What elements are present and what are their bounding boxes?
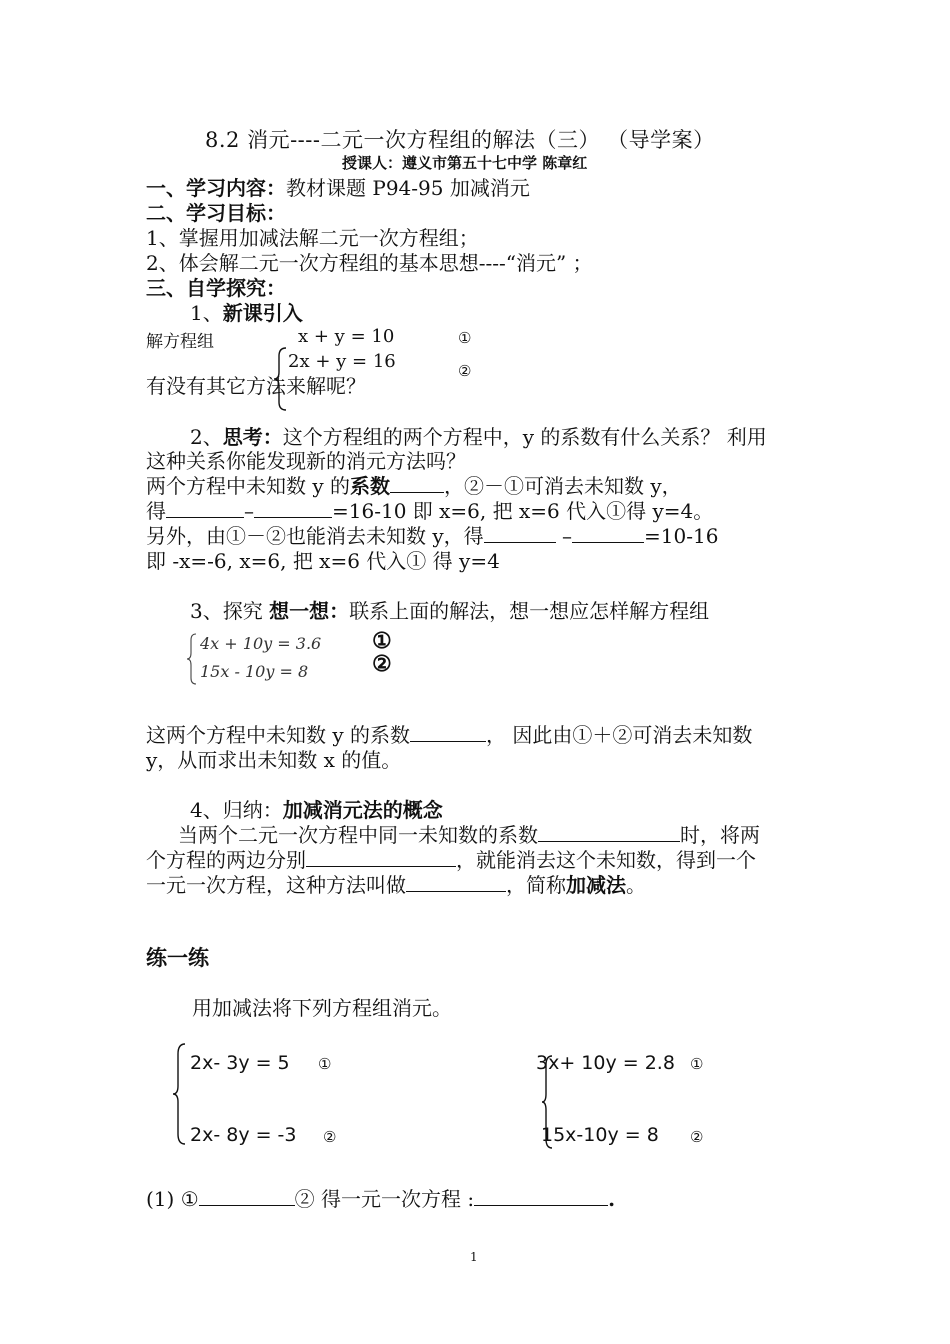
think-line-4 [146, 499, 713, 523]
system-1-eq1: x + y = 10 [298, 326, 395, 347]
think-line-5-a: 另外，由①－②也能消去未知数 y，得 [146, 524, 484, 548]
explore-mark-2: ② [372, 651, 392, 677]
blank-operator[interactable] [199, 1187, 295, 1206]
explore-num: 3、探究 [190, 599, 270, 623]
goal-2: 2、体会解二元一次方程组的基本思想----“消元” ； [146, 251, 593, 275]
summary-heading [190, 798, 443, 822]
think-line-3-a: 两个方程中未知数 y 的 [146, 474, 351, 498]
think-line-4-c: =16-10 即 x=6, 把 x=6 代入①得 y=4。 [332, 499, 714, 523]
think-line-4-b: – [244, 499, 254, 523]
summary-line-1 [178, 823, 760, 847]
summary-short-name: 加减法 [566, 873, 626, 897]
left-brace-icon [186, 632, 198, 686]
question-1-c: . [608, 1187, 616, 1211]
ask-line: 有没有其它方法来解呢？ [146, 374, 366, 398]
byline: 授课人：遵义市第五十七中学 陈章红 [342, 154, 588, 172]
question-1 [146, 1183, 615, 1212]
intro-heading [190, 301, 303, 325]
think-line-5 [146, 524, 718, 548]
system-1-mark-1: ① [458, 329, 472, 347]
blank-eq-a[interactable] [166, 499, 244, 518]
blank-method-name[interactable] [406, 873, 506, 892]
think-line-2: 这种关系你能发现新的消元方法吗？ [146, 449, 466, 473]
explore-result-line-1 [146, 723, 752, 747]
system-a-eq-1: 2x- 3y = 5 [190, 1052, 290, 1074]
explore-line [190, 599, 709, 623]
section-1 [146, 176, 530, 200]
system-1-mark-2: ② [458, 362, 472, 380]
page-title: 8.2 消元----二元一次方程组的解法（三） （导学案） [205, 128, 715, 152]
system-b-mark-1: ① [690, 1055, 704, 1073]
section-2-label: 二、学习目标： [146, 201, 286, 225]
section-1-label: 一、学习内容： [146, 176, 286, 200]
system-a-eq-2: 2x- 8y = -3 [190, 1124, 297, 1146]
think-line-6: 即 -x=-6, x=6, 把 x=6 代入① 得 y=4 [146, 549, 500, 573]
system-b-eq-1: 3x+ 10y = 2.8 [536, 1052, 675, 1074]
system-b-mark-2: ② [690, 1128, 704, 1146]
explore-eq-1: 4x + 10y = 3.6 [200, 634, 322, 653]
system-a-mark-1: ① [318, 1055, 332, 1073]
intro-num: 1、 [190, 301, 223, 325]
section-1-text: 教材课题 P94-95 加减消元 [286, 176, 530, 200]
blank-eq-b[interactable] [254, 499, 332, 518]
think-line-5-b: – [555, 524, 573, 548]
page-number: 1 [470, 1250, 478, 1264]
summary-line-3-a: 一元一次方程，这种方法叫做 [146, 873, 406, 897]
summary-line-3-b: ，简称 [506, 873, 566, 897]
goal-1: 1、掌握用加减法解二元一次方程组； [146, 226, 479, 250]
system-b-eq-2: 15x-10y = 8 [541, 1124, 659, 1146]
think-line-1 [190, 425, 767, 449]
section-3-label: 三、自学探究： [146, 276, 286, 300]
think-line-4-a: 得 [146, 499, 166, 523]
explore-line-1-b: ， 因此由①＋②可消去未知数 [486, 723, 753, 747]
summary-line-3 [146, 873, 646, 897]
question-1-b: ② 得一元一次方程 : [294, 1187, 475, 1211]
blank-coefficient-condition[interactable] [538, 823, 680, 842]
explore-result-line-2: y，从而求出未知数 x 的值。 [146, 748, 402, 772]
blank-coefficient-relation-2[interactable] [410, 723, 486, 742]
blank-eq-c[interactable] [484, 524, 556, 543]
left-brace-icon [171, 1042, 187, 1146]
summary-line-3-d: 。 [626, 873, 646, 897]
summary-line-2 [146, 848, 756, 872]
summary-line-2-b: ，就能消去这个未知数，得到一个 [456, 848, 756, 872]
practice-instruction: 用加减法将下列方程组消元。 [192, 996, 452, 1020]
explore-label: 想一想： [269, 599, 350, 623]
summary-num: 4、归纳： [190, 798, 283, 822]
summary-label: 加减消元法的概念 [282, 798, 443, 822]
think-label: 思考： [222, 425, 283, 449]
system-1-lead: 解方程组 [146, 332, 214, 352]
question-1-a: (1) ① [146, 1187, 199, 1211]
think-text-1: 这个方程组的两个方程中，y 的系数有什么关系？ 利用 [282, 425, 767, 449]
intro-label: 新课引入 [222, 301, 303, 325]
blank-coefficient-relation[interactable] [390, 474, 444, 493]
summary-line-1-a: 当两个二元一次方程中同一未知数的系数 [178, 823, 538, 847]
think-line-3-c: ，②－①可消去未知数 y， [444, 474, 682, 498]
think-num: 2、 [190, 425, 223, 449]
system-a-mark-2: ② [323, 1128, 337, 1146]
blank-eq-d[interactable] [572, 524, 644, 543]
blank-result-equation[interactable] [474, 1187, 608, 1206]
explore-text: 联系上面的解法，想一想应怎样解方程组 [349, 599, 710, 623]
blank-operation[interactable] [306, 848, 456, 867]
think-line-3 [146, 474, 682, 498]
think-line-5-c: =10-16 [644, 524, 719, 548]
explore-mark-1: ① [372, 628, 392, 654]
think-keyword: 系数 [350, 474, 391, 498]
system-1-eq2: 2x + y = 16 [288, 351, 396, 372]
practice-heading: 练一练 [146, 945, 209, 970]
summary-line-2-a: 个方程的两边分别 [146, 848, 306, 872]
explore-eq-2: 15x - 10y = 8 [200, 662, 309, 681]
summary-line-1-b: 时，将两 [680, 823, 760, 847]
explore-line-1-a: 这两个方程中未知数 y 的系数 [146, 723, 411, 747]
